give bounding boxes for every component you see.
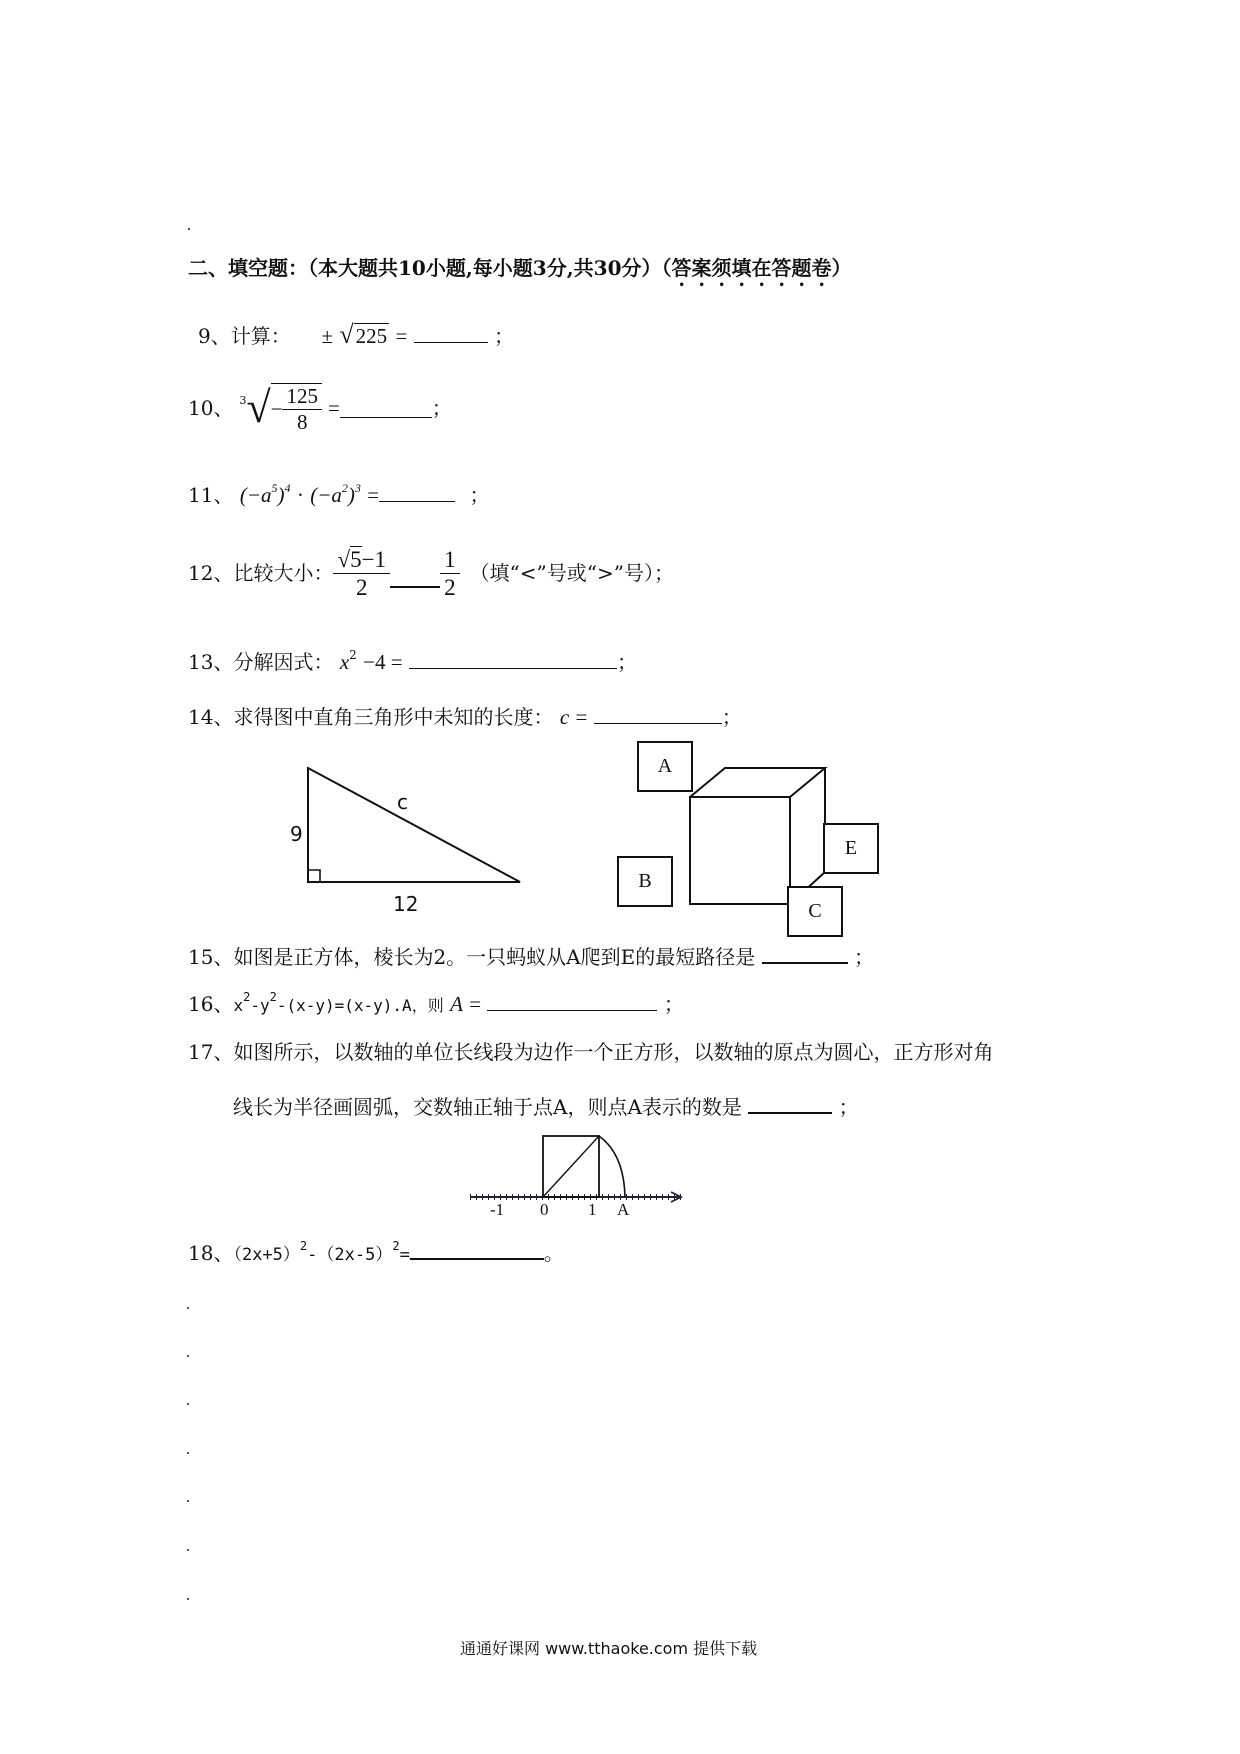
margin-dot [187,1452,189,1454]
question-end: ； [469,483,490,507]
cube-label-a: A [637,741,693,792]
question-16 [188,992,684,1015]
margin-dot [187,1500,189,1502]
question-end: ； [616,650,637,674]
question-number: 16、 [188,992,234,1016]
question-number: 13、 [188,650,234,674]
tick-label-1: 1 [588,1200,597,1219]
question-number: 18、 [188,1241,234,1265]
denominator: 2 [444,574,456,600]
question-number: 14、 [188,705,234,729]
cube-label-b: B [617,856,673,907]
negative-sign: − [270,397,283,421]
triangle-shape [308,768,520,882]
answer-blank[interactable] [340,399,432,418]
radius-arc [599,1136,625,1197]
question-18 [188,1240,564,1264]
compare-blank[interactable] [390,558,440,588]
fraction-right [440,548,460,599]
tick-label-0: 0 [540,1200,549,1219]
answer-blank[interactable] [409,650,617,669]
exponent: 2 [349,648,357,662]
question-15 [188,944,874,967]
denominator: 2 [356,574,368,600]
answer-blank[interactable] [414,324,488,343]
triangle-label-c: c [397,790,408,814]
question-end: ； [721,705,742,729]
question-17-line-1 [188,1042,993,1062]
question-10 [188,384,452,432]
question-number: 11、 [188,483,234,507]
margin-dot [187,1403,189,1405]
expression: $x^2-y^2-(x-y)=(x-y).A$，则 [233,990,444,1015]
expression: $(2x+5)^2-(2x-5)^2=$ [233,1239,410,1265]
cube-label-c: C [787,886,843,937]
answer-blank[interactable] [594,705,722,724]
answer-blank[interactable] [379,483,455,502]
question-13 [188,650,637,673]
fraction-left [333,548,390,599]
tick-label-a: A [617,1200,630,1219]
hint-text: （填“<”号或“>”号）； [469,561,674,585]
question-label: 分解因式： [233,650,334,674]
sqrt-symbol: √ [339,320,354,349]
margin-dot [187,1355,189,1357]
question-17-line-2 [233,1094,859,1117]
radicand: 5 [350,546,362,572]
equals-sign: = [575,705,588,729]
numerator [333,548,390,574]
question-number: 17、 [188,1040,234,1064]
question-end: ； [431,396,452,420]
numerator: 1 [440,548,460,574]
radicand-group [271,383,322,433]
footer-text: 通通好课网 www.tthaoke.com 提供下载 [460,1639,758,1658]
question-11 [188,483,489,506]
sqrt-symbol: √ [337,546,351,572]
question-end: ； [838,1095,859,1119]
section-title [188,256,852,291]
plus-minus-sign: ± [321,324,333,348]
minus-one: −1 [361,546,387,572]
question-text: 线长为半径画圆弧，交数轴正轴于点A，则点A表示的数是 [233,1095,742,1119]
numerator: 125 [282,386,322,410]
answer-blank[interactable] [487,992,657,1011]
cube-front-face [690,797,790,904]
question-text: 如图是正方体，棱长为2。一只蚂蚁从A爬到E的最短路径是 [233,945,756,969]
cube-label-e: E [823,823,879,874]
variable-x: x [339,650,350,674]
answer-blank[interactable] [748,1094,832,1114]
denominator: 8 [296,410,308,434]
equals-sign: = [327,395,340,420]
margin-dot [187,1307,189,1309]
question-label: 计算： [230,324,291,348]
triangle-label-12: 12 [393,892,419,916]
cube-top-face [690,768,825,797]
question-number: 9、 [198,324,231,348]
question-end: ； [494,324,515,348]
question-text: 如图所示，以数轴的单位长线段为边作一个正方形，以数轴的原点为圆心，正方形对角 [233,1040,994,1064]
variable-a: A [450,992,463,1016]
question-number: 10、 [188,396,234,420]
question-end: ； [663,992,684,1016]
margin-dot [187,1549,189,1551]
square-diagonal [543,1136,599,1197]
question-12 [188,542,674,604]
equals-sign: = [367,483,380,507]
root-index: 3 [239,393,247,407]
question-number: 15、 [188,945,234,969]
cube-right-face [790,768,825,904]
question-label: 比较大小： [233,561,334,585]
factor-b: $(-a^2)^3$ [310,481,361,507]
equals-sign: = [395,324,408,348]
section-title-main: 二、填空题：（本大题共10小题,每小题3分,共30分）（ [188,256,672,280]
question-end: ； [853,945,874,969]
question-number: 12、 [188,561,234,585]
factor-a: $(-a^5)^4$ [239,481,291,507]
section-title-emphasis: 答案须填在答题卷 [671,256,832,280]
fraction [282,386,322,433]
variable-c: c [559,705,570,729]
answer-blank[interactable] [762,944,848,964]
question-end: 。 [543,1241,564,1265]
expression-rest: −4 = [363,650,403,674]
right-angle-mark [308,870,320,882]
question-label: 求得图中直角三角形中未知的长度： [233,705,554,729]
question-14 [188,705,742,728]
cube-root-symbol: √ [246,383,271,432]
multiply-dot: · [296,483,304,507]
margin-dot [188,228,190,230]
tick-label-neg1: -1 [490,1200,505,1219]
triangle-label-9: 9 [290,822,303,846]
equals-sign: = [469,992,482,1016]
answer-blank[interactable] [410,1240,544,1260]
radicand: 225 [355,324,388,348]
question-9 [198,322,514,348]
section-title-end: ） [831,256,852,280]
margin-dot [187,1598,189,1600]
